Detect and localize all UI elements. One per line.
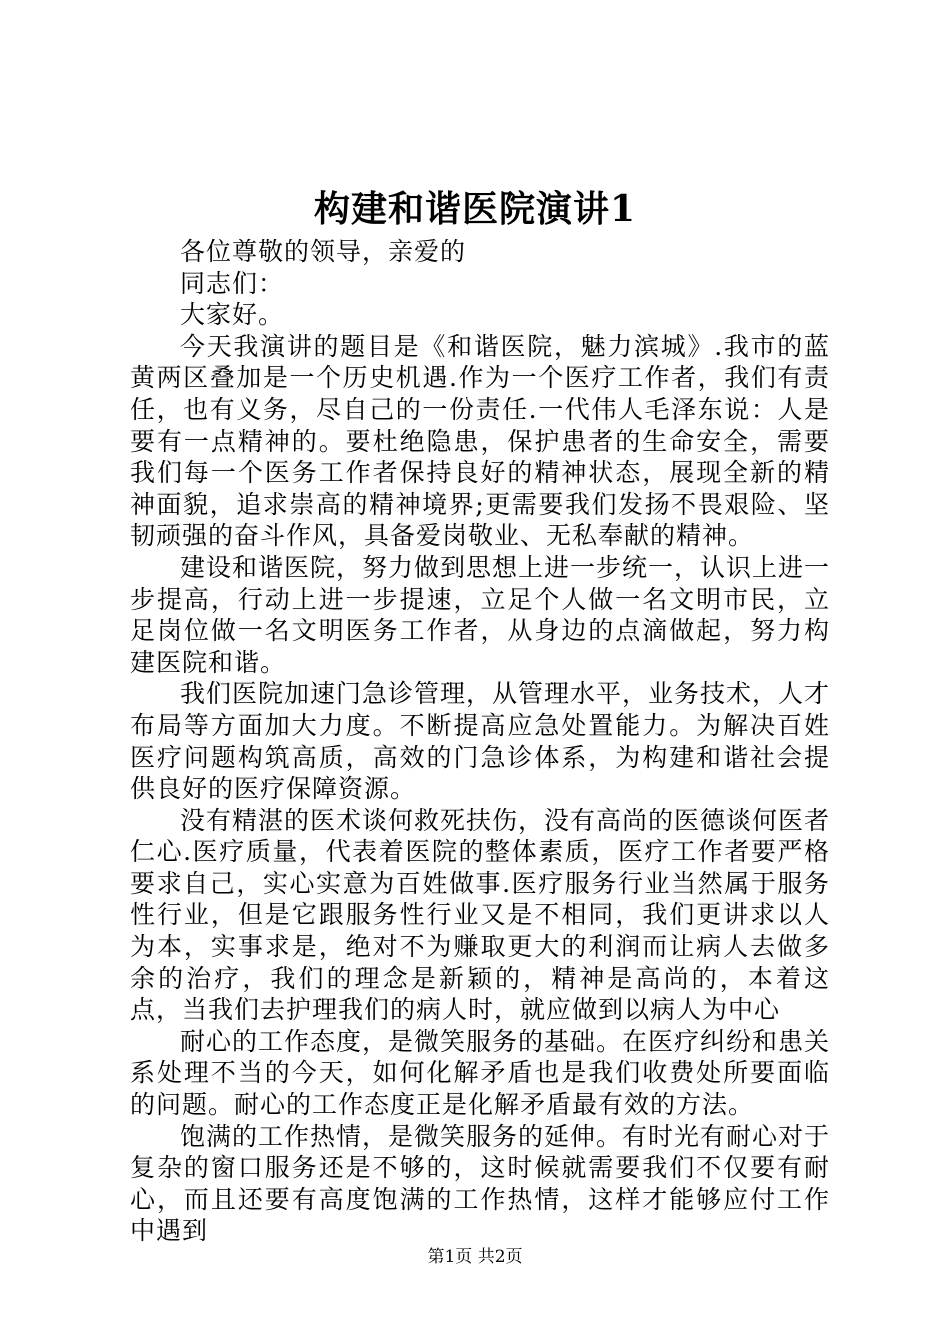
page-footer: 第1页 共2页: [427, 1247, 523, 1267]
paragraph-work-enthusiasm: 饱满的工作热情，是微笑服务的延伸。有时光有耐心对于复杂的窗口服务还是不够的，这时候就需要我们不仅要有耐心，而且还要有高度饱满的工作热情，这样才能够应付工作中遇到: [130, 1121, 831, 1246]
document-title: 构建和谐医院演讲1: [313, 188, 637, 230]
paragraph-topic: 今天我演讲的题目是《和谐医院，魅力滨城》.我市的蓝黄两区叠加是一个历史机遇.作为一个医疗工作者，我们有责任，也有义务，尽自己的一份责任.一代伟人毛泽东说：人是要有一点精神的。要杜绝隐患，保护患者的生命安全，需要我们每一个医务工作者保持良好的精神状态，展现全新的精神面貌，追求崇高的精神境界;更需要我们发扬不畏艰险、坚韧顽强的奋斗作风，具备爱岗敬业、无私奉献的精神。: [130, 331, 830, 551]
paragraph-comrades: 同志们：: [180, 268, 285, 298]
paragraph-harmonious-hospital: 建设和谐医院，努力做到思想上进一步统一，认识上进一步提高，行动上进一步提速，立足个人做一名文明市民，立足岗位做一名文明医务工作者，从身边的点滴做起，努力构建医院和谐。: [130, 552, 831, 677]
document-body: [130, 236, 830, 1247]
paragraph-patient-attitude: 耐心的工作态度，是微笑服务的基础。在医疗纠纷和患关系处理不当的今天，如何化解矛盾也是我们收费处所要面临的问题。耐心的工作态度正是化解矛盾最有效的方法。: [130, 1026, 831, 1120]
paragraph-medical-ethics: 没有精湛的医术谈何救死扶伤，没有高尚的医德谈何医者仁心.医疗质量，代表着医院的整体素质，医疗工作者要严格要求自己，实心实意为百姓做事.医疗服务行业当然属于服务性行业，但是它跟服务性行业又是不相同，我们更讲求以人为本，实事求是，绝对不为赚取更大的利润而让病人去做多余的治疗，我们的理念是新颖的，精神是高尚的，本着这点，当我们去护理我们的病人时，就应做到以病人为中心: [130, 805, 831, 1025]
paragraph-hello: 大家好。: [180, 300, 285, 330]
paragraph-greeting: 各位尊敬的领导，亲爱的: [180, 237, 467, 266]
paragraph-emergency-management: 我们医院加速门急诊管理，从管理水平，业务技术，人才布局等方面加大力度。不断提高应急处置能力。为解决百姓医疗问题构筑高质，高效的门急诊体系，为构建和谐社会提供良好的医疗保障资源。: [130, 679, 831, 804]
